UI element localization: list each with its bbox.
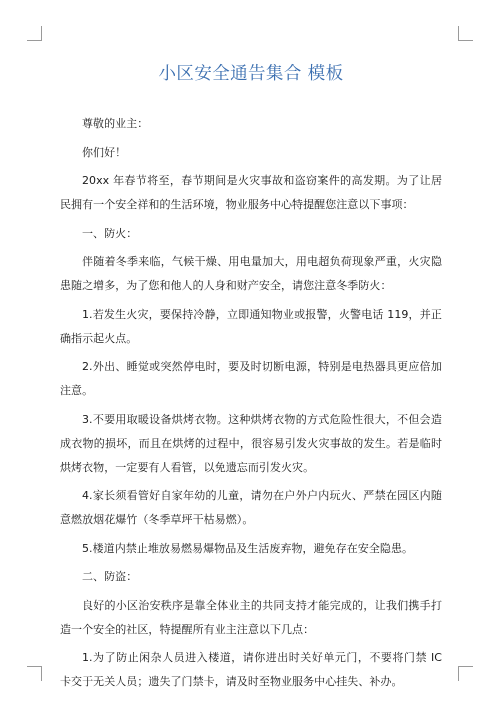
- fire-item-3: 3.不要用取暖设备烘烤衣物。这种烘烤衣物的方式危险性很大，不但会造成衣物的损坏，而且在烘烤的过程中，很容易引发火灾事故的发生。若是临时烘烤衣物，一定要有人看管，以免遗忘而引发火灾。: [60, 412, 442, 474]
- greeting: 你们好！: [82, 145, 127, 159]
- intro-paragraph: 20xx 年春节将至，春节期间是火灾事故和盗窃案件的高发期。为了让居民拥有一个安全祥和的生活环境，物业服务中心特提醒您注意以下事项：: [60, 174, 442, 211]
- fire-intro-paragraph: 伴随着冬季来临，气候干燥、用电量加大，用电超负荷现象严重，火灾隐患随之增多，为了您和他人的人身和财产安全，请您注意冬季防火：: [60, 255, 442, 292]
- crop-mark-bottom-left: [27, 666, 42, 681]
- fire-item-1: 1.若发生火灾，要保持冷静，立即通知物业或报警，火警电话 119，并正确指示起火点。: [60, 307, 442, 345]
- section-heading-fire: 一、防火：: [82, 226, 138, 240]
- crop-mark-top-left: [27, 26, 42, 41]
- fire-item-4: 4.家长须看管好自家年幼的儿童，请勿在户外户内玩火、严禁在园区内随意燃放烟花爆竹（冬季草坪干枯易燃）。: [60, 489, 442, 526]
- document-body: [60, 112, 442, 699]
- theft-item-1: 1.为了防止闲杂人员进入楼道，请你进出时关好单元门，不要将门禁 IC 卡交于无关人员；遗失了门禁卡，请及时至物业服务中心挂失、补办。: [60, 651, 442, 688]
- section-heading-theft: 二、防盗：: [82, 570, 138, 583]
- crop-mark-top-right: [458, 26, 473, 41]
- fire-item-5: 5.楼道内禁止堆放易燃易爆物品及生活废弃物，避免存在安全隐患。: [82, 541, 414, 555]
- document-title: 小区安全通告集合 模板: [158, 64, 344, 84]
- theft-intro-paragraph: 良好的小区治安秩序是靠全体业主的共同支持才能完成的，让我们携手打造一个安全的社区，特提醒所有业主注意以下几点：: [60, 598, 442, 636]
- fire-item-2: 2.外出、睡觉或突然停电时，要及时切断电源，特别是电热器具更应倍加注意。: [60, 360, 442, 397]
- salutation: 尊敬的业主：: [82, 117, 149, 130]
- crop-mark-bottom-right: [458, 666, 473, 681]
